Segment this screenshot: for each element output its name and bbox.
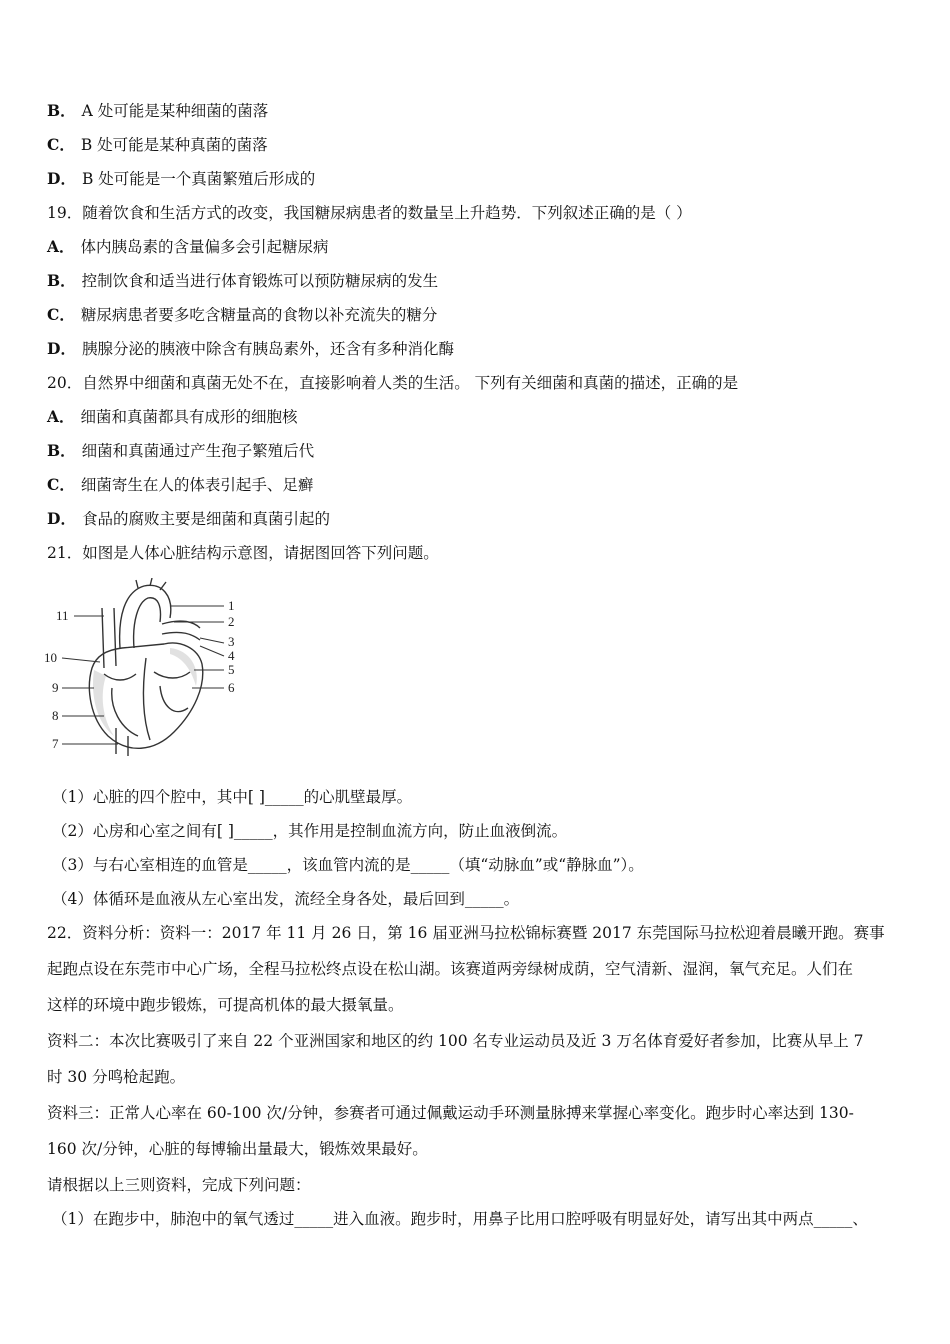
option-text: 体内胰岛素的含量偏多会引起糖尿病 — [80, 238, 329, 256]
option-text: 食品的腐败主要是细菌和真菌引起的 — [81, 510, 330, 528]
q20-option-b — [47, 440, 920, 462]
q22-line-1: 22．资料分析：资料一：2017 年 11 月 26 日，第 16 届亚洲马拉松锦标赛暨 2017 东莞国际马拉松迎着晨曦开跑。赛事 — [47, 924, 885, 942]
option-letter: D． — [47, 509, 76, 528]
figure-label-10: 10 — [44, 650, 57, 665]
option-letter: B． — [47, 101, 76, 120]
option-letter: A． — [47, 237, 75, 256]
option-text: 糖尿病患者要多吃含糖量高的食物以补充流失的糖分 — [80, 306, 438, 324]
q22-line-3: 这样的环境中跑步锻炼，可提高机体的最大摄氧量。 — [47, 996, 404, 1014]
q21-sub-1: （1）心脏的四个腔中，其中[ ]_____的心肌壁最厚。 — [52, 788, 413, 806]
q22-line-8: 请根据以上三则资料，完成下列问题： — [47, 1176, 311, 1194]
heart-diagram — [42, 578, 247, 758]
option-text: 控制饮食和适当进行体育锻炼可以预防糖尿病的发生 — [81, 272, 439, 290]
q20-option-c — [47, 474, 920, 496]
option-letter: C． — [47, 475, 75, 494]
option-text: 胰腺分泌的胰液中除含有胰岛素外，还含有多种消化酶 — [81, 340, 454, 358]
figure-label-1: 1 — [228, 598, 235, 613]
option-text: B 处可能是一个真菌繁殖后形成的 — [81, 170, 316, 188]
heart-structure-figure — [42, 578, 247, 758]
option-letter: D． — [47, 339, 76, 358]
q22-line-2: 起跑点设在东莞市中心广场，全程马拉松终点设在松山湖。该赛道两旁绿树成荫，空气清新、湿润，氧气充足。人们在 — [47, 960, 854, 978]
figure-label-9: 9 — [52, 680, 59, 695]
option-text: B 处可能是某种真菌的菌落 — [80, 136, 268, 154]
figure-label-2: 2 — [228, 614, 235, 629]
option-letter: D． — [47, 169, 76, 188]
option-letter: C． — [47, 305, 75, 324]
q20-option-d — [47, 508, 920, 530]
figure-label-3: 3 — [228, 634, 235, 649]
q22-line-9: （1）在跑步中，肺泡中的氧气透过_____进入血液。跑步时，用鼻子比用口腔呼吸有明显好处，请写出其中两点_____、 — [52, 1210, 868, 1228]
q21-stem: 21．如图是人体心脏结构示意图，请据图回答下列问题。 — [47, 544, 439, 562]
q18-option-b — [47, 100, 920, 122]
figure-label-5: 5 — [228, 662, 235, 677]
figure-label-7: 7 — [52, 736, 59, 751]
q21-sub-3: （3）与右心室相连的血管是_____，该血管内流的是_____（填“动脉血”或“静脉血”）。 — [52, 856, 644, 874]
q20-stem: 20．自然界中细菌和真菌无处不在，直接影响着人类的生活。 下列有关细菌和真菌的描述，正确的是 — [47, 374, 739, 392]
option-letter: C． — [47, 135, 75, 154]
q21-sub-2: （2）心房和心室之间有[ ]_____，其作用是控制血流方向，防止血液倒流。 — [52, 822, 568, 840]
q18-option-d — [47, 168, 920, 190]
figure-label-8: 8 — [52, 708, 59, 723]
option-letter: B． — [47, 441, 76, 460]
q22-line-4: 资料二：本次比赛吸引了来自 22 个亚洲国家和地区的约 100 名专业运动员及近 3 万名体育爱好者参加，比赛从早上 7 — [47, 1032, 864, 1050]
q22-line-6: 资料三：正常人心率在 60-100 次/分钟，参赛者可通过佩戴运动手环测量脉搏来掌握心率变化。跑步时心率达到 130- — [47, 1104, 854, 1122]
q19-option-a — [47, 236, 920, 258]
q19-option-c — [47, 304, 920, 326]
figure-label-4: 4 — [228, 648, 235, 663]
q22-line-7: 160 次/分钟，心脏的每博输出量最大，锻炼效果最好。 — [47, 1140, 428, 1158]
figure-label-11: 11 — [56, 608, 69, 623]
q18-option-c — [47, 134, 920, 156]
q19-option-d — [47, 338, 920, 360]
q21-sub-4: （4）体循环是血液从左心室出发，流经全身各处，最后回到_____。 — [52, 890, 520, 908]
q22-line-5: 时 30 分鸣枪起跑。 — [47, 1068, 186, 1086]
q19-stem: 19．随着饮食和生活方式的改变，我国糖尿病患者的数量呈上升趋势．下列叙述正确的是（ ） — [47, 204, 692, 222]
option-letter: B． — [47, 271, 76, 290]
option-letter: A． — [47, 407, 75, 426]
option-text: A 处可能是某种细菌的菌落 — [81, 102, 269, 120]
option-text: 细菌和真菌都具有成形的细胞核 — [80, 408, 298, 426]
option-text: 细菌寄生在人的体表引起手、足癣 — [80, 476, 314, 494]
option-text: 细菌和真菌通过产生孢子繁殖后代 — [81, 442, 315, 460]
aorta-shape — [120, 585, 171, 648]
figure-label-6: 6 — [228, 680, 235, 695]
q20-option-a — [47, 406, 920, 428]
q19-option-b — [47, 270, 920, 292]
